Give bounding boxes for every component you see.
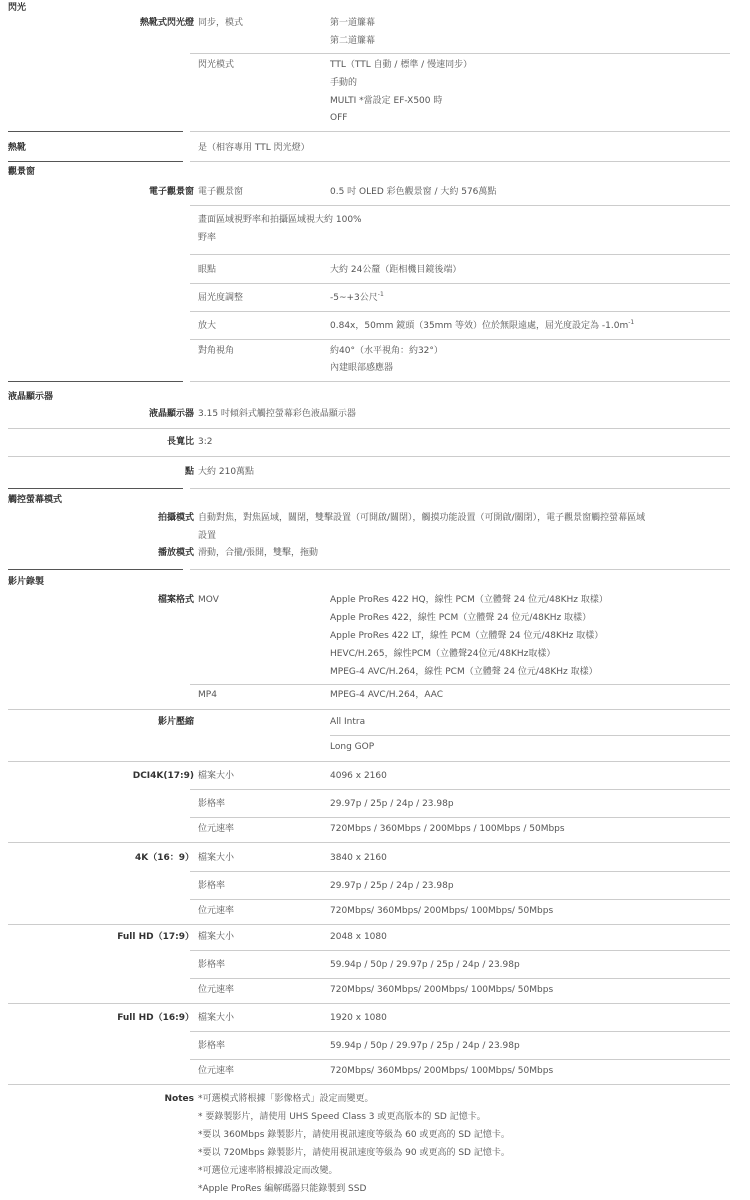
magnification-sup: -1 (628, 319, 635, 326)
magnification-value (330, 320, 634, 333)
eyepoint-value: 大約 24公釐（距相機目鏡後端） (330, 265, 462, 275)
section-divider (8, 131, 183, 132)
bitrate-label: 位元速率 (198, 824, 235, 834)
viewfinder-section-title: 觀景窗 (8, 167, 36, 177)
size-value: 2048 x 1080 (330, 932, 387, 942)
magnification-value-text: 0.84x，50mm 鏡頭（35mm 等效）位於無限遠處，屈光度設定為 -1.0m (330, 321, 629, 331)
group-name: DCI4K(17:9) (132, 771, 194, 781)
dots-value: 大約 210萬點 (198, 467, 255, 477)
mov-value: Apple ProRes 422 HQ，線性 PCM（立體聲 24 位元/48KHz 取樣） (330, 595, 608, 605)
eyepoint-label: 眼點 (198, 265, 217, 275)
file-format-label: 檔案格式 (157, 595, 194, 605)
bitrate-value: 720Mbps / 360Mbps / 200Mbps / 100Mbps / 50Mbps (330, 824, 565, 834)
movie-section-title: 影片錄製 (8, 577, 45, 587)
row-divider (190, 1031, 730, 1032)
hotshoe-value: 是（相容專用 TTL 閃光燈） (198, 143, 310, 153)
bitrate-value: 720Mbps/ 360Mbps/ 200Mbps/ 100Mbps/ 50Mbps (330, 985, 554, 995)
row-divider (8, 761, 730, 762)
touch-section-title: 觸控螢幕模式 (8, 495, 63, 505)
compression-label: 影片壓縮 (157, 717, 194, 727)
group-name: Full HD（17:9） (117, 932, 194, 942)
angle-value: 約40°（水平視角：約32°） (330, 346, 443, 356)
compression-value: Long GOP (330, 742, 375, 752)
magnification-label: 放大 (198, 321, 217, 331)
row-divider (190, 488, 730, 489)
fps-label: 影格率 (198, 799, 226, 809)
note-item: *要以 720Mbps 錄製影片，請使用視訊速度等級為 90 或更高的 SD 記憶卡。 (198, 1148, 510, 1158)
mov-value: Apple ProRes 422，線性 PCM（立體聲 24 位元/48KHz 取樣） (330, 613, 592, 623)
note-item: * 要錄製影片，請使用 UHS Speed Class 3 或更高版本的 SD 記憶卡。 (198, 1112, 486, 1122)
section-divider (8, 381, 183, 382)
row-divider (8, 456, 730, 457)
mov-label: MOV (198, 595, 219, 605)
fps-value: 59.94p / 50p / 29.97p / 25p / 24p / 23.98p (330, 960, 520, 970)
row-divider (8, 428, 730, 429)
lcd-section-title: 液晶顯示器 (8, 392, 54, 402)
size-label: 檔案大小 (198, 853, 235, 863)
diopter-label: 屈光度調整 (198, 293, 244, 303)
shoot-mode-value-cont: 設置 (198, 531, 217, 541)
row-divider (190, 161, 730, 162)
mp4-label: MP4 (198, 690, 217, 700)
row-divider (8, 709, 730, 710)
bitrate-value: 720Mbps/ 360Mbps/ 200Mbps/ 100Mbps/ 50Mbps (330, 1066, 554, 1076)
row-divider (190, 871, 730, 872)
eye-sensor-value: 內建眼部感應器 (330, 363, 394, 373)
group-name: Full HD（16:9） (117, 1013, 194, 1023)
note-item: *可選位元速率將根據設定而改變。 (198, 1166, 338, 1176)
size-value: 1920 x 1080 (330, 1013, 387, 1023)
row-divider (190, 789, 730, 790)
note-item: *要以 360Mbps 錄製影片，請使用視訊速度等級為 60 或更高的 SD 記憶卡。 (198, 1130, 510, 1140)
row-divider (190, 1059, 730, 1060)
row-divider (190, 131, 730, 132)
notes-label: Notes (164, 1094, 194, 1104)
group-name: 4K（16：9） (134, 853, 194, 863)
evf-label: 電子觀景窗 (198, 187, 244, 197)
fps-label: 影格率 (198, 881, 226, 891)
hotshoe-section-title: 熱靴 (8, 143, 27, 153)
play-mode-value: 滑動，合攏/張開，雙擊，拖動 (198, 548, 319, 558)
fps-value: 29.97p / 25p / 24p / 23.98p (330, 799, 454, 809)
row-divider (8, 1003, 730, 1004)
row-divider (190, 205, 730, 206)
size-value: 4096 x 2160 (330, 771, 387, 781)
aspect-label: 長寬比 (166, 437, 194, 447)
size-label: 檔案大小 (198, 932, 235, 942)
compression-value: All Intra (330, 717, 366, 727)
row-divider (190, 53, 730, 54)
flash-mode-label: 閃光模式 (198, 60, 235, 70)
coverage-label: 畫面區域視野率和拍攝區域視大約 100% (198, 215, 362, 225)
sync-value: 第二道簾幕 (330, 36, 376, 46)
diopter-sup: -1 (377, 291, 384, 298)
play-mode-label: 播放模式 (157, 548, 194, 558)
mov-value: HEVC/H.265，線性PCM（立體聲24位元/48KHz取樣） (330, 649, 556, 659)
diopter-value-text: -5~+3公尺 (330, 293, 378, 303)
note-item: *可選模式將根據「影像格式」設定而變更。 (198, 1094, 374, 1104)
sync-value: 第一道簾幕 (330, 18, 376, 28)
shoot-mode-value: 自動對焦，對焦區域，關閉，雙擊設置（可開啟/關閉），觸摸功能設置（可開啟/關閉），電子觀景窗觸控螢幕區域 (198, 513, 646, 523)
bitrate-value: 720Mbps/ 360Mbps/ 200Mbps/ 100Mbps/ 50Mbps (330, 906, 554, 916)
section-divider (8, 161, 183, 162)
flash-mode-value: MULTI *當設定 EF-X500 時 (330, 96, 443, 106)
flash-mode-value: 手動的 (330, 78, 358, 88)
dots-label: 點 (184, 467, 194, 477)
mov-value: Apple ProRes 422 LT，線性 PCM（立體聲 24 位元/48KHz 取樣） (330, 631, 604, 641)
size-label: 檔案大小 (198, 771, 235, 781)
lcd-label: 液晶顯示器 (148, 409, 194, 419)
lcd-value: 3.15 吋傾斜式觸控螢幕彩色液晶顯示器 (198, 409, 356, 419)
row-divider (190, 817, 730, 818)
flash-mode-value: TTL（TTL 自動 / 標準 / 慢速同步） (330, 60, 473, 70)
row-divider (8, 1084, 730, 1085)
fps-value: 29.97p / 25p / 24p / 23.98p (330, 881, 454, 891)
mp4-value: MPEG-4 AVC/H.264，AAC (330, 690, 444, 700)
section-divider (8, 488, 183, 489)
fps-label: 影格率 (198, 960, 226, 970)
fps-value: 59.94p / 50p / 29.97p / 25p / 24p / 23.98p (330, 1041, 520, 1051)
coverage-label-cont: 野率 (198, 233, 217, 243)
row-divider (190, 978, 730, 979)
row-divider (190, 381, 730, 382)
row-divider (190, 950, 730, 951)
size-value: 3840 x 2160 (330, 853, 387, 863)
row-divider (8, 842, 730, 843)
flash-subhead: 熱靴式閃光燈 (139, 18, 194, 28)
row-divider (190, 311, 730, 312)
viewfinder-subhead: 電子觀景窗 (148, 187, 194, 197)
row-divider (8, 924, 730, 925)
bitrate-label: 位元速率 (198, 1066, 235, 1076)
shoot-mode-label: 拍攝模式 (157, 513, 194, 523)
row-divider (190, 684, 730, 685)
angle-label: 對角視角 (198, 346, 235, 356)
sync-mode-label: 同步，模式 (198, 18, 244, 28)
bitrate-label: 位元速率 (198, 906, 235, 916)
bitrate-label: 位元速率 (198, 985, 235, 995)
row-divider (190, 339, 730, 340)
flash-mode-value: OFF (330, 113, 348, 123)
row-divider (190, 899, 730, 900)
row-divider (330, 735, 730, 736)
row-divider (190, 569, 730, 570)
mov-value: MPEG-4 AVC/H.264，線性 PCM（立體聲 24 位元/48KHz 取樣） (330, 667, 598, 677)
evf-value: 0.5 吋 OLED 彩色觀景窗 / 大約 576萬點 (330, 187, 497, 197)
size-label: 檔案大小 (198, 1013, 235, 1023)
flash-section-title: 閃光 (8, 3, 27, 13)
fps-label: 影格率 (198, 1041, 226, 1051)
diopter-value (330, 292, 384, 305)
row-divider (190, 254, 730, 255)
row-divider (190, 283, 730, 284)
aspect-value: 3:2 (198, 437, 213, 447)
note-item: *Apple ProRes 編解碼器只能錄製到 SSD (198, 1184, 367, 1194)
section-divider (8, 569, 183, 570)
